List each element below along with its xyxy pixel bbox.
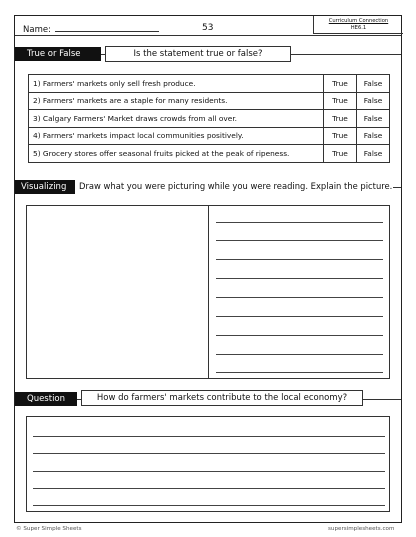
drawing-divider	[208, 205, 209, 379]
explanation-line[interactable]	[216, 372, 383, 373]
table-row	[29, 110, 390, 128]
table-row	[29, 75, 390, 93]
explanation-line[interactable]	[216, 259, 383, 260]
statement-text: 3) Calgary Farmers' Market draws crowds from all over.	[29, 110, 324, 128]
false-option[interactable]: False	[357, 75, 390, 93]
answer-line[interactable]	[33, 488, 385, 489]
false-option[interactable]: False	[357, 127, 390, 145]
footer-website[interactable]: supersimplesheets.com	[328, 526, 395, 532]
question-label: Question	[15, 392, 77, 406]
footer-copyright: © Super Simple Sheets	[16, 526, 82, 532]
true-option[interactable]: True	[324, 145, 357, 163]
statement-text: 4) Farmers' markets impact local communities positively.	[29, 127, 324, 145]
name-blank-line	[55, 23, 159, 32]
table-row	[29, 145, 390, 163]
explanation-line[interactable]	[216, 278, 383, 279]
question-prompt: How do farmers' markets contribute to the local economy?	[81, 390, 363, 406]
visualizing-label: Visualizing	[15, 180, 75, 194]
explanation-line[interactable]	[216, 335, 383, 336]
false-option[interactable]: False	[357, 145, 390, 163]
answer-box	[26, 416, 390, 512]
name-label: Name:	[23, 25, 51, 35]
curriculum-code: HE6.1	[350, 24, 367, 31]
name-field[interactable]	[23, 23, 159, 35]
curriculum-connection-box	[313, 16, 403, 34]
explanation-line[interactable]	[216, 222, 383, 223]
answer-line[interactable]	[33, 471, 385, 472]
true-option[interactable]: True	[324, 75, 357, 93]
explanation-line[interactable]	[216, 354, 383, 355]
explanation-line[interactable]	[216, 297, 383, 298]
answer-line[interactable]	[33, 436, 385, 437]
statement-text: 5) Grocery stores offer seasonal fruits picked at the peak of ripeness.	[29, 145, 324, 163]
curriculum-title: Curriculum Connection	[328, 18, 389, 24]
page-number: 53	[202, 23, 214, 33]
header-divider	[15, 35, 401, 36]
true-option[interactable]: True	[324, 127, 357, 145]
explanation-line[interactable]	[216, 240, 383, 241]
visualizing-prompt: Draw what you were picturing while you were reading. Explain the picture.	[75, 179, 393, 195]
true-option[interactable]: True	[324, 110, 357, 128]
true-false-label: True or False	[15, 47, 101, 61]
true-false-table	[28, 74, 390, 163]
true-option[interactable]: True	[324, 92, 357, 110]
drawing-area[interactable]	[27, 206, 207, 378]
explanation-line[interactable]	[216, 316, 383, 317]
statement-text: 2) Farmers' markets are a staple for many residents.	[29, 92, 324, 110]
worksheet-frame	[14, 15, 402, 523]
table-row	[29, 92, 390, 110]
true-false-prompt: Is the statement true or false?	[105, 46, 291, 62]
statement-text: 1) Farmers' markets only sell fresh produce.	[29, 75, 324, 93]
false-option[interactable]: False	[357, 110, 390, 128]
table-row	[29, 127, 390, 145]
false-option[interactable]: False	[357, 92, 390, 110]
answer-line[interactable]	[33, 453, 385, 454]
answer-line[interactable]	[33, 505, 385, 506]
